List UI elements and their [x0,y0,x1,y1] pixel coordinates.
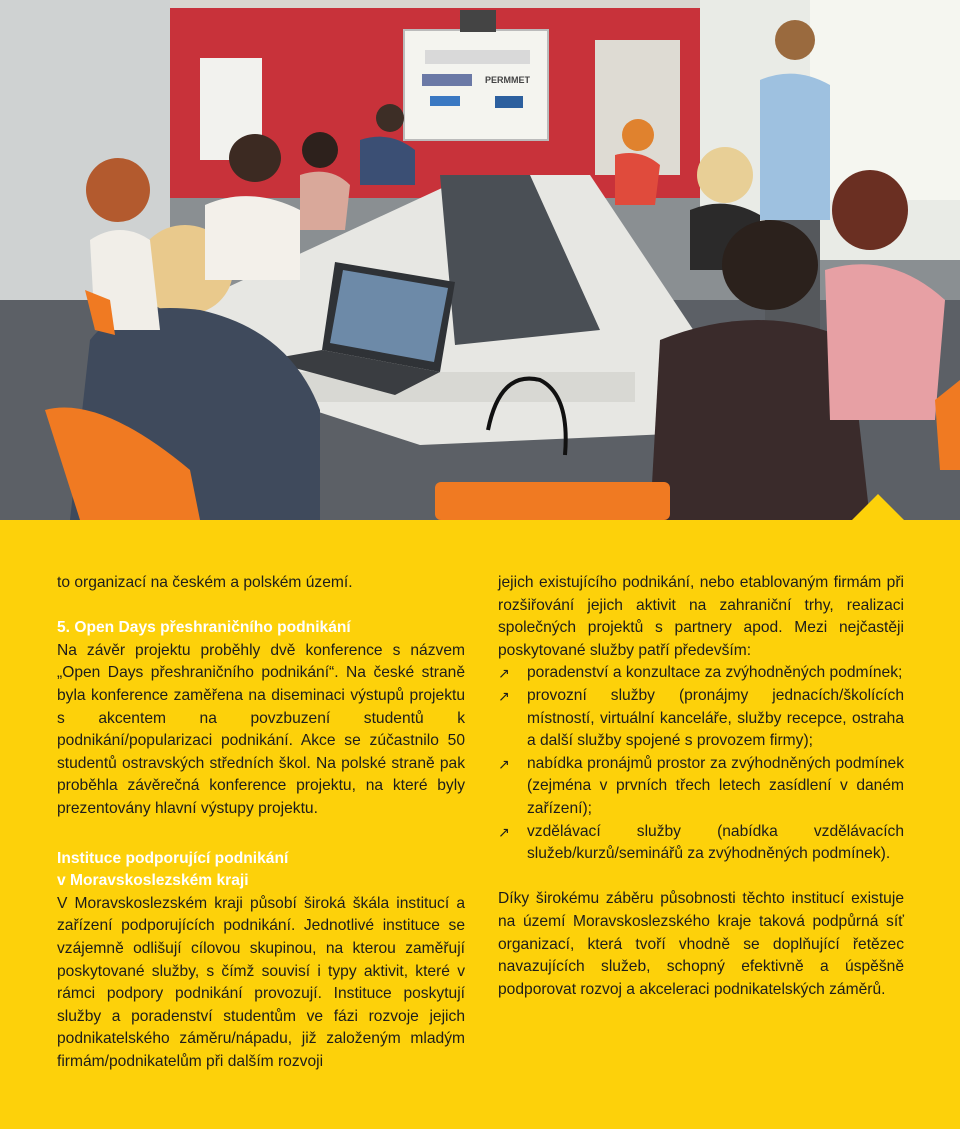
network-paragraph: Díky širokému záběru působnosti těchto institucí existuje na území Moravskoslezského kraje taková podpůrná síť organizací, která tvoří vhodně se doplňující řetězec navazujících služeb, schopný efektivně a úspěšně podporovat rozvoj a akceleraci podnikatelských záměrů. [498,890,904,998]
arrow-up-right-icon: ↗ [498,755,510,772]
section-heading-institutions-line2: v Moravskoslezském kraji [57,872,249,890]
services-intro-paragraph: jejich existujícího podnikání, nebo etablovaným firmám při rozšiřování jejich aktivit na zahraniční trhy, realizaci společných projektů s partnery apod. Mezi nejčastěji poskytované služby patří především: [498,574,904,659]
section-heading-institutions-line1: Instituce podporující podnikání [57,849,289,867]
left-column [57,572,465,1073]
list-item [498,662,904,685]
arrow-up-right-icon: ↗ [498,665,510,682]
conference-photo [0,0,960,520]
projection-screen [404,30,548,140]
list-item-text: provozní služby (pronájmy jednacích/školících místností, virtuální kanceláře, služby recepce, ostraha a další služby spojené s provozem firmy); [527,686,904,750]
list-item [498,753,904,821]
intro-text: to organizací na českém a polském území. [57,574,353,591]
open-days-paragraph: Na závěr projektu proběhly dvě konference s názvem „Open Days přeshraničního podnikání“. Na české straně byla konference zaměřena na diseminaci výstupů projektu s akcentem na povzbuzení studentů k podnikání/popularizaci podnikání. Akce se zúčastnilo 50 studentů ostravských středních škol. Na polské straně pak proběhla závěrečná konference projektu, na které byly prezentovány hlavní výstupy projektu. [57,641,465,817]
arrow-up-right-icon: ↗ [498,687,510,704]
list-item-text: poradenství a konzultace za zvýhodněných podmínek; [527,664,903,682]
section-heading-open-days: 5. Open Days přeshraničního podnikání [57,619,351,637]
photo-notch [851,494,905,521]
list-item [498,821,904,866]
screen-logo-text: PERMMET [485,75,530,85]
list-item-text: nabídka pronájmů prostor za zvýhodněných podmínek (zejména v prvních třech letech zasídlení v daném zařízení); [527,754,904,817]
list-item [498,685,904,753]
services-list [498,662,904,865]
institutions-paragraph: V Moravskoslezském kraji působí široká škála institucí a zařízení podporujících podnikání. Jednotlivé instituce se vzájemně odlišují cílovou skupinou, na kterou zaměřují poskytované služby, s čímž souvisí i typy aktivit, které v rámci podpory podnikání provozují. Instituce poskytují služby a poradenství studentům ve fázi rozvoje jejich podnikatelského záměru/nápadu, již založeným mladým firmám/podnikatelům při dalším rozvoji [57,894,465,1070]
right-column [498,572,904,1001]
arrow-up-right-icon: ↗ [498,823,510,840]
list-item-text: vzdělávací služby (nabídka vzdělávacích služeb/kurzů/seminářů za zvýhodněných podmínek). [527,822,904,863]
